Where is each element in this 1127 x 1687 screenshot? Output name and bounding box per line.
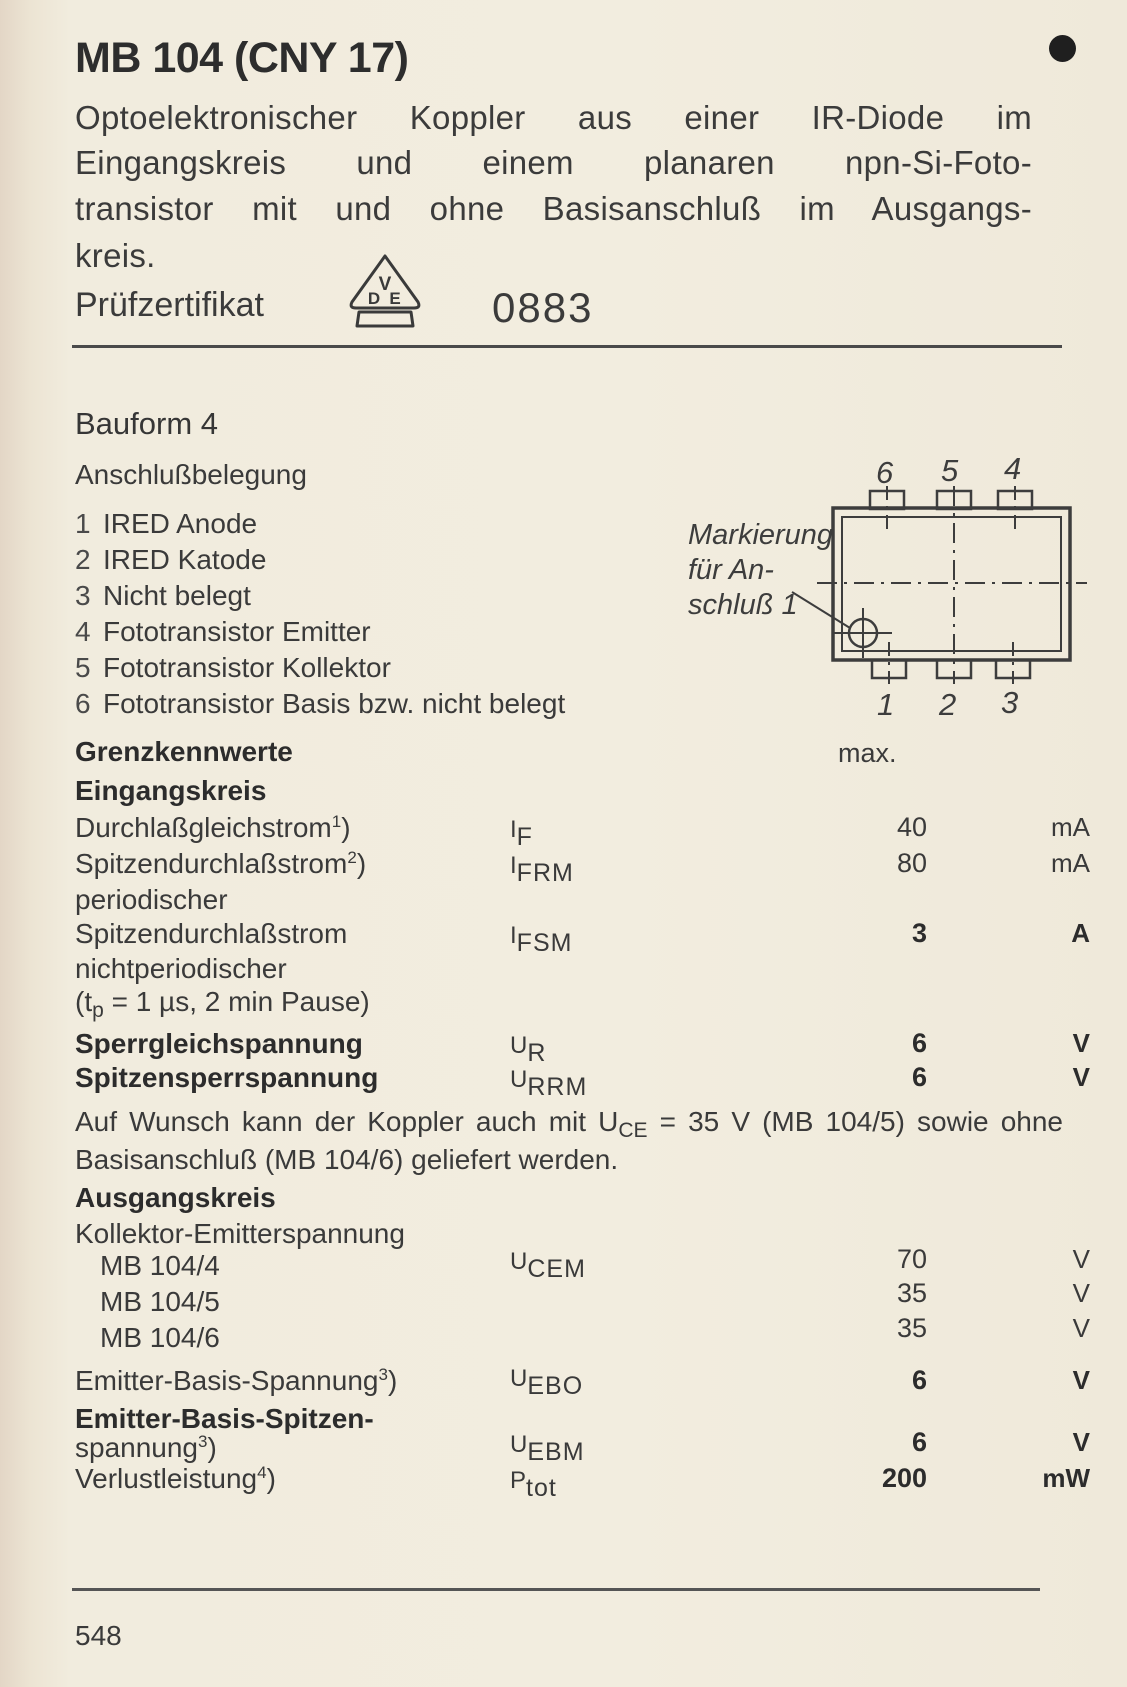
output-section-heading: Ausgangskreis (75, 1182, 276, 1213)
subscript: p (92, 999, 104, 1022)
row-label: Emitter-Basis-Spannung (75, 1365, 379, 1396)
row-label: (t (75, 986, 93, 1017)
page-title: MB 104 (CNY 17) (75, 34, 409, 82)
option-note-line: Auf Wunsch kann der Koppler auch mit $U_{CE} = 35$ V (MB 104/5) sowie ohne (75, 1106, 1063, 1142)
pin-row (75, 542, 635, 578)
row-mb104-4 (75, 1244, 1090, 1286)
row-label: Spitzensperrspannung (75, 1062, 379, 1093)
unit: V (1072, 1427, 1090, 1457)
pin-assignment-subtitle: Anschlußbelegung (75, 459, 307, 490)
pin-number: 3 (75, 580, 91, 611)
diagram-pin-number-5: 5 (941, 453, 959, 488)
unit: V (1072, 1278, 1090, 1308)
intro-line: transistor mit und ohne Basisanschluß im Ausgangs- (75, 190, 1032, 227)
symbol: IFRM (510, 852, 574, 887)
row-label: Verlustleistung (75, 1463, 258, 1494)
package-inner (842, 517, 1061, 651)
row-label: nichtperiodischer (75, 953, 287, 984)
row-label: Kollektor-Emitterspannung (75, 1218, 405, 1249)
pin-label: Fototransistor Kollektor (103, 652, 391, 683)
row-continuation (75, 953, 1090, 989)
footnote-marker: 4 (257, 1463, 267, 1482)
vde-base (357, 312, 413, 326)
subscript: CE (618, 1119, 648, 1142)
row-pulse-condition: ($t_p = 1$ µs, 2 min Pause) (75, 986, 370, 1022)
row-label: Spitzendurchlaßstrom (75, 918, 348, 949)
row-sperrgleichspannung (75, 1028, 1090, 1067)
symbol: UEBO (510, 1365, 584, 1400)
row-label: Emitter-Basis-Spitzen- (75, 1403, 374, 1434)
row-continuation (75, 884, 1090, 920)
marking-annotation (688, 518, 848, 623)
value: 35 (896, 1278, 927, 1308)
pin-row (75, 614, 635, 650)
bottom-divider (72, 1588, 1040, 1591)
row-spitzendurchlassstrom-nichtperiodisch (75, 918, 1090, 957)
value: 40 (896, 812, 927, 842)
vde-letter-e: E (389, 289, 401, 308)
row-label: MB 104/4 (100, 1250, 220, 1281)
diagram-pin-number-4: 4 (1004, 451, 1022, 486)
row-durchlassgleichstrom: Durchlaßgleichstrom$^1$) IF 40 mA (75, 812, 1090, 851)
row-label: Durchlaßgleichstrom (75, 812, 332, 843)
certificate-label: Prüfzertifikat (75, 286, 264, 324)
value: 6 (911, 1062, 927, 1092)
unit: mA (1051, 812, 1090, 842)
option-note-line: Basisanschluß (MB 104/6) geliefert werden. (75, 1144, 619, 1175)
row-emitter-basis-spannung: Emitter-Basis-Spannung$^3$) UEBO 6 V (75, 1365, 1090, 1401)
pin-label: IRED Katode (103, 544, 267, 575)
pin-row (75, 686, 635, 722)
marking-annotation-line: Markierung (688, 519, 834, 551)
diagram-pin-number-3: 3 (1001, 685, 1019, 720)
vde-logo-icon (345, 252, 425, 330)
pin-label: Fototransistor Basis bzw. nicht belegt (103, 688, 566, 719)
value: 6 (911, 1427, 927, 1457)
pin-number: 6 (75, 688, 91, 719)
pin-label: Nicht belegt (103, 580, 251, 611)
row-spitzensperrspannung (75, 1062, 1090, 1101)
footnote-marker: 3 (198, 1432, 208, 1451)
row-label: MB 104/5 (100, 1286, 220, 1317)
symbol: IFSM (510, 922, 573, 957)
footnote-marker: 2 (347, 848, 357, 867)
unit: V (1072, 1062, 1090, 1092)
intro-line: kreis. (75, 237, 156, 274)
unit: V (1072, 1028, 1090, 1058)
unit: V (1072, 1244, 1090, 1274)
value: 80 (896, 848, 927, 878)
unit: V (1072, 1365, 1090, 1395)
marking-annotation-line: für An- (688, 554, 774, 586)
pin-number: 1 (75, 508, 91, 539)
marking-annotation-line: schluß 1 (688, 589, 798, 621)
symbol: UR (510, 1032, 547, 1067)
row-mb104-5 (75, 1278, 1090, 1322)
value: 3 (911, 918, 927, 948)
certificate-number: 0883 (492, 284, 594, 331)
pin-row (75, 578, 635, 614)
limits-title: Grenzkennwerte (75, 736, 293, 767)
value: 6 (911, 1365, 927, 1395)
diagram-pin-number-6: 6 (876, 455, 894, 490)
symbol: Ptot (510, 1467, 557, 1502)
top-divider (72, 345, 1062, 348)
row-verlustleistung: Verlustleistung$^4$) Ptot 200 mW (75, 1463, 1090, 1502)
value: 35 (896, 1313, 927, 1343)
unit: A (1071, 918, 1090, 948)
limits-table-header (75, 736, 1090, 772)
row-label: MB 104/6 (100, 1322, 220, 1353)
vde-letter-d: D (367, 289, 381, 308)
row-label: Spitzendurchlaßstrom (75, 848, 348, 879)
pin-row (75, 650, 635, 686)
intro-line: Optoelektronischer Koppler aus einer IR-Diode im (75, 99, 1032, 136)
row-label: spannung (75, 1432, 199, 1463)
pin-row (75, 506, 635, 542)
section-bauform-title: Bauform 4 (75, 406, 219, 441)
value: 6 (911, 1028, 927, 1058)
unit: V (1072, 1313, 1090, 1343)
corner-dot-icon (1049, 35, 1076, 62)
intro-line: Eingangskreis und einem planaren npn-Si-Foto- (75, 144, 1032, 181)
pin-number: 5 (75, 652, 91, 683)
value: 70 (896, 1244, 927, 1274)
symbol: UEBM (510, 1431, 585, 1466)
footnote-marker: 3 (378, 1365, 388, 1384)
vde-letter-v: V (378, 274, 392, 295)
row-mb104-6 (75, 1313, 1090, 1358)
diagram-pin-number-1: 1 (877, 687, 895, 722)
row-emitter-basis-spitzen-spannung: spannung$^3$) UEBM 6 V (75, 1427, 1090, 1466)
pin-label: Fototransistor Emitter (103, 616, 371, 647)
unit: mA (1051, 848, 1090, 878)
row-label: Sperrgleichspannung (75, 1028, 363, 1059)
footnote-marker: 1 (331, 812, 342, 831)
input-section-heading: Eingangskreis (75, 775, 267, 806)
pin-number: 4 (75, 616, 91, 647)
row-label: periodischer (75, 884, 228, 915)
symbol: URRM (510, 1066, 588, 1101)
diagram-pin-number-2: 2 (939, 687, 957, 722)
max-column-header: max. (838, 738, 897, 768)
pin-label: IRED Anode (103, 508, 258, 539)
pin-number: 2 (75, 544, 91, 575)
unit: mW (1042, 1463, 1090, 1493)
symbol: UCEM (510, 1248, 586, 1283)
pin-assignment-list (75, 506, 635, 722)
page-number: 548 (75, 1620, 122, 1651)
symbol: IF (510, 816, 533, 851)
value: 200 (881, 1463, 927, 1493)
row-spitzendurchlassstrom-periodisch: Spitzendurchlaßstrom$^2$) IFRM 80 mA (75, 848, 1090, 887)
